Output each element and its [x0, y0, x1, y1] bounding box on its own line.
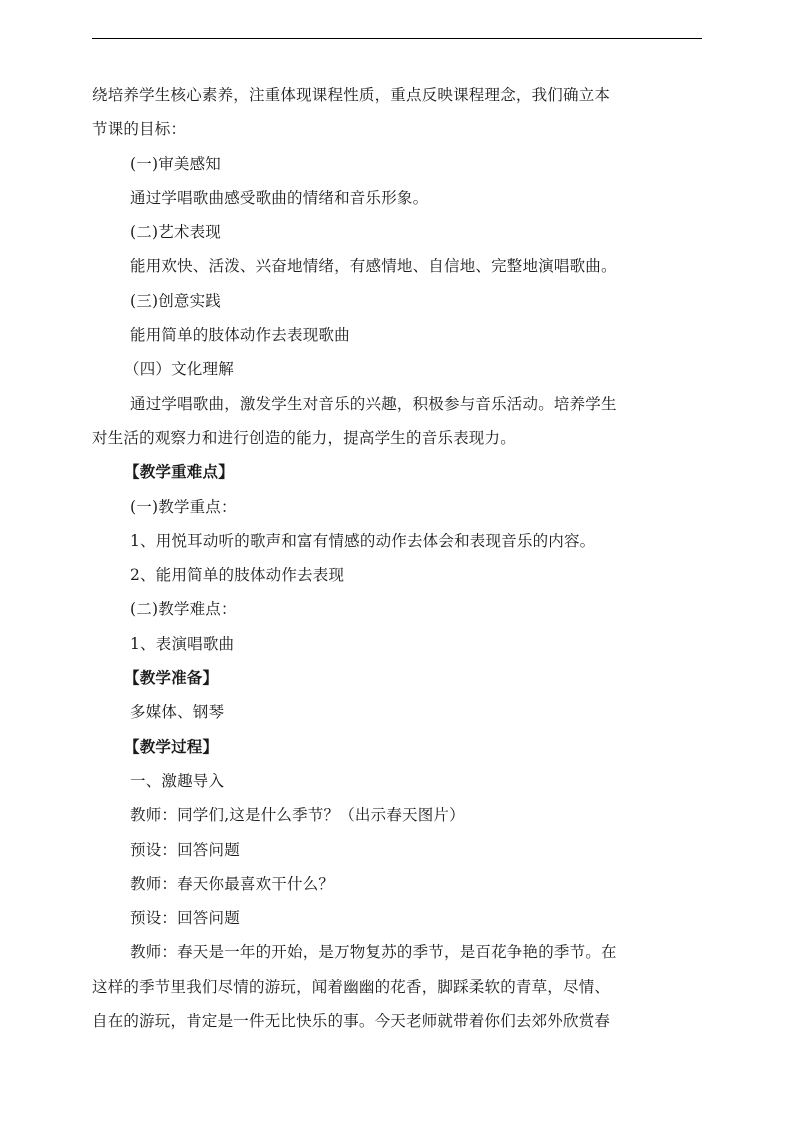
text-line: (三)创意实践: [130, 291, 221, 310]
header-rule: [92, 38, 702, 39]
text-line: 教师：同学们,这是什么季节？（出示春天图片）: [130, 806, 465, 825]
text-line: 绕培养学生核心素养，注重体现课程性质，重点反映课程理念，我们确立本: [92, 86, 611, 104]
text-line: 预设：回答问题: [130, 840, 240, 859]
text-line: 教师：春天你最喜欢干什么？: [130, 874, 335, 893]
text-line: 1、用悦耳动听的歌声和富有情感的动作去体会和表现音乐的内容。: [130, 531, 596, 550]
text-line: 一、激趣导入: [130, 771, 225, 790]
text-line: （四）文化理解: [124, 360, 234, 379]
document-body: [92, 78, 704, 1038]
text-line: 自在的游玩，肯定是一件无比快乐的事。今天老师就带着你们去郊外欣赏春: [92, 1012, 611, 1031]
text-line: 预设：回答问题: [130, 909, 240, 928]
text-line: 教师：春天是一年的开始，是万物复苏的季节，是百花争艳的季节。在: [130, 943, 617, 962]
text-line: 通过学唱歌曲，激发学生对音乐的兴趣，积极参与音乐活动。培养学生: [130, 394, 617, 413]
text-line: 1、表演唱歌曲: [130, 634, 235, 653]
text-line: (一)教学重点：: [130, 497, 237, 516]
text-line: 这样的季节里我们尽情的游玩，闻着幽幽的花香，脚踩柔软的青草，尽情、: [92, 977, 611, 996]
section-heading: 【教学过程】: [124, 737, 219, 756]
text-line: 多媒体、钢琴: [130, 703, 225, 722]
text-line: 对生活的观察力和进行创造的能力，提高学生的音乐表现力。: [92, 428, 516, 447]
section-heading: 【教学重难点】: [124, 463, 234, 482]
text-line: (一)审美感知: [130, 154, 221, 173]
text-line: (二)艺术表现: [130, 223, 221, 242]
text-line: (二)教学难点：: [130, 600, 237, 619]
section-heading: 【教学准备】: [124, 669, 219, 688]
text-line: 能用欢快、活泼、兴奋地情绪，有感情地、自信地、完整地演唱歌曲。: [130, 257, 617, 276]
text-line: 能用简单的肢体动作去表现歌曲: [130, 326, 350, 345]
text-line: 通过学唱歌曲感受歌曲的情绪和音乐形象。: [130, 188, 429, 207]
text-line: 2、能用简单的肢体动作去表现: [130, 566, 345, 585]
text-line: 节课的目标：: [92, 120, 187, 139]
